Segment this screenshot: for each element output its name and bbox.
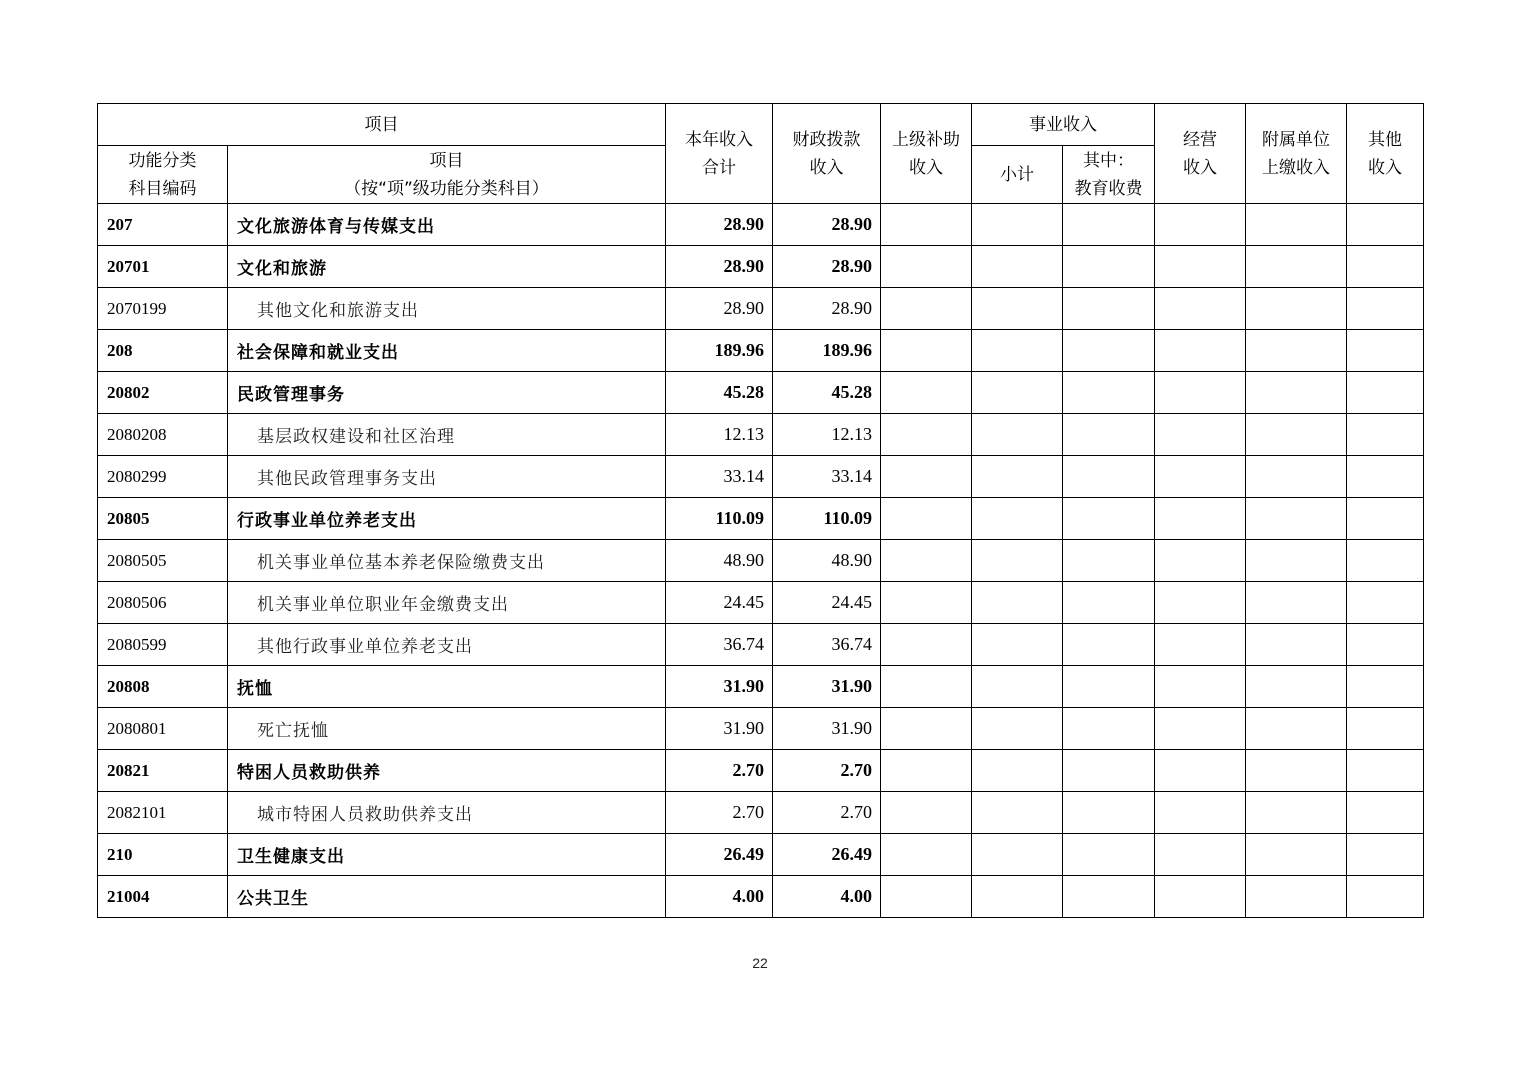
affiliate-income-cell: [1246, 792, 1347, 834]
business-subtotal-cell: [972, 876, 1063, 918]
education-fees-cell: [1063, 708, 1155, 750]
other-income-cell: [1347, 204, 1424, 246]
affiliate-income-cell: [1246, 834, 1347, 876]
operating-income-cell: [1155, 456, 1246, 498]
table-row: [98, 582, 1424, 624]
item-name-cell: 死亡抚恤: [228, 708, 666, 750]
affiliate-income-cell: [1246, 414, 1347, 456]
business-subtotal-cell: [972, 456, 1063, 498]
education-fees-cell: [1063, 834, 1155, 876]
fiscal-appropriation-cell: 26.49: [773, 834, 881, 876]
fiscal-appropriation-cell: 28.90: [773, 288, 881, 330]
function-code-cell: 20821: [98, 750, 228, 792]
education-fees-cell: [1063, 414, 1155, 456]
other-income-cell: [1347, 792, 1424, 834]
header-item-name: 项目 （按“项”级功能分类科目）: [228, 146, 666, 204]
operating-income-cell: [1155, 624, 1246, 666]
business-subtotal-cell: [972, 708, 1063, 750]
fiscal-appropriation-cell: 28.90: [773, 246, 881, 288]
table-row: [98, 498, 1424, 540]
item-name-cell: 文化旅游体育与传媒支出: [228, 204, 666, 246]
total-income-cell: 28.90: [666, 204, 773, 246]
education-fees-cell: [1063, 876, 1155, 918]
table-row: [98, 792, 1424, 834]
affiliate-income-cell: [1246, 750, 1347, 792]
affiliate-income-cell: [1246, 666, 1347, 708]
operating-income-cell: [1155, 582, 1246, 624]
affiliate-income-cell: [1246, 708, 1347, 750]
other-income-cell: [1347, 246, 1424, 288]
other-income-cell: [1347, 834, 1424, 876]
other-income-cell: [1347, 540, 1424, 582]
business-subtotal-cell: [972, 792, 1063, 834]
superior-subsidy-cell: [881, 204, 972, 246]
table-row: [98, 666, 1424, 708]
business-subtotal-cell: [972, 750, 1063, 792]
other-income-cell: [1347, 708, 1424, 750]
fiscal-appropriation-cell: 36.74: [773, 624, 881, 666]
education-fees-cell: [1063, 288, 1155, 330]
table-row: [98, 624, 1424, 666]
other-income-cell: [1347, 498, 1424, 540]
business-subtotal-cell: [972, 834, 1063, 876]
item-name-cell: 民政管理事务: [228, 372, 666, 414]
superior-subsidy-cell: [881, 288, 972, 330]
total-income-cell: 24.45: [666, 582, 773, 624]
table-row: [98, 456, 1424, 498]
superior-subsidy-cell: [881, 792, 972, 834]
other-income-cell: [1347, 288, 1424, 330]
item-name-cell: 其他文化和旅游支出: [228, 288, 666, 330]
affiliate-income-cell: [1246, 624, 1347, 666]
business-subtotal-cell: [972, 330, 1063, 372]
operating-income-cell: [1155, 414, 1246, 456]
superior-subsidy-cell: [881, 456, 972, 498]
operating-income-cell: [1155, 330, 1246, 372]
total-income-cell: 28.90: [666, 288, 773, 330]
total-income-cell: 48.90: [666, 540, 773, 582]
function-code-cell: 21004: [98, 876, 228, 918]
affiliate-income-cell: [1246, 372, 1347, 414]
affiliate-income-cell: [1246, 246, 1347, 288]
function-code-cell: 2070199: [98, 288, 228, 330]
item-name-cell: 公共卫生: [228, 876, 666, 918]
superior-subsidy-cell: [881, 708, 972, 750]
item-name-cell: 文化和旅游: [228, 246, 666, 288]
operating-income-cell: [1155, 876, 1246, 918]
superior-subsidy-cell: [881, 666, 972, 708]
table-row: [98, 246, 1424, 288]
other-income-cell: [1347, 456, 1424, 498]
total-income-cell: 110.09: [666, 498, 773, 540]
other-income-cell: [1347, 876, 1424, 918]
fiscal-appropriation-cell: 4.00: [773, 876, 881, 918]
function-code-cell: 2080506: [98, 582, 228, 624]
affiliate-income-cell: [1246, 540, 1347, 582]
header-affiliate-income: 附属单位 上缴收入: [1246, 104, 1347, 204]
fiscal-appropriation-cell: 24.45: [773, 582, 881, 624]
other-income-cell: [1347, 330, 1424, 372]
total-income-cell: 189.96: [666, 330, 773, 372]
superior-subsidy-cell: [881, 246, 972, 288]
item-name-cell: 抚恤: [228, 666, 666, 708]
item-name-cell: 卫生健康支出: [228, 834, 666, 876]
business-subtotal-cell: [972, 540, 1063, 582]
education-fees-cell: [1063, 750, 1155, 792]
superior-subsidy-cell: [881, 834, 972, 876]
total-income-cell: 12.13: [666, 414, 773, 456]
fiscal-appropriation-cell: 110.09: [773, 498, 881, 540]
education-fees-cell: [1063, 624, 1155, 666]
superior-subsidy-cell: [881, 750, 972, 792]
header-other-income: 其他 收入: [1347, 104, 1424, 204]
function-code-cell: 20701: [98, 246, 228, 288]
business-subtotal-cell: [972, 582, 1063, 624]
operating-income-cell: [1155, 372, 1246, 414]
header-total-income: 本年收入 合计: [666, 104, 773, 204]
income-budget-table: [97, 103, 1424, 918]
total-income-cell: 33.14: [666, 456, 773, 498]
operating-income-cell: [1155, 792, 1246, 834]
operating-income-cell: [1155, 750, 1246, 792]
affiliate-income-cell: [1246, 582, 1347, 624]
fiscal-appropriation-cell: 2.70: [773, 792, 881, 834]
header-business-income: 事业收入: [972, 104, 1155, 146]
superior-subsidy-cell: [881, 540, 972, 582]
header-education-fees: 其中： 教育收费: [1063, 146, 1155, 204]
affiliate-income-cell: [1246, 288, 1347, 330]
table-row: [98, 834, 1424, 876]
table-row: [98, 876, 1424, 918]
function-code-cell: 20802: [98, 372, 228, 414]
table-row: [98, 540, 1424, 582]
fiscal-appropriation-cell: 189.96: [773, 330, 881, 372]
total-income-cell: 31.90: [666, 666, 773, 708]
total-income-cell: 36.74: [666, 624, 773, 666]
function-code-cell: 20805: [98, 498, 228, 540]
other-income-cell: [1347, 414, 1424, 456]
fiscal-appropriation-cell: 28.90: [773, 204, 881, 246]
superior-subsidy-cell: [881, 876, 972, 918]
function-code-cell: 2080208: [98, 414, 228, 456]
function-code-cell: 2080801: [98, 708, 228, 750]
header-item-group: 项目: [98, 104, 666, 146]
item-name-cell: 其他民政管理事务支出: [228, 456, 666, 498]
fiscal-appropriation-cell: 31.90: [773, 708, 881, 750]
business-subtotal-cell: [972, 624, 1063, 666]
other-income-cell: [1347, 750, 1424, 792]
other-income-cell: [1347, 582, 1424, 624]
business-subtotal-cell: [972, 414, 1063, 456]
total-income-cell: 26.49: [666, 834, 773, 876]
education-fees-cell: [1063, 330, 1155, 372]
table-row: [98, 204, 1424, 246]
other-income-cell: [1347, 372, 1424, 414]
operating-income-cell: [1155, 288, 1246, 330]
function-code-cell: 20808: [98, 666, 228, 708]
fiscal-appropriation-cell: 12.13: [773, 414, 881, 456]
total-income-cell: 45.28: [666, 372, 773, 414]
table-row: [98, 708, 1424, 750]
business-subtotal-cell: [972, 288, 1063, 330]
function-code-cell: 207: [98, 204, 228, 246]
total-income-cell: 2.70: [666, 792, 773, 834]
superior-subsidy-cell: [881, 414, 972, 456]
table-row: [98, 330, 1424, 372]
operating-income-cell: [1155, 540, 1246, 582]
fiscal-appropriation-cell: 33.14: [773, 456, 881, 498]
header-superior-subsidy: 上级补助 收入: [881, 104, 972, 204]
other-income-cell: [1347, 666, 1424, 708]
operating-income-cell: [1155, 708, 1246, 750]
operating-income-cell: [1155, 498, 1246, 540]
education-fees-cell: [1063, 540, 1155, 582]
affiliate-income-cell: [1246, 204, 1347, 246]
business-subtotal-cell: [972, 372, 1063, 414]
fiscal-appropriation-cell: 48.90: [773, 540, 881, 582]
table-row: [98, 372, 1424, 414]
affiliate-income-cell: [1246, 876, 1347, 918]
item-name-cell: 基层政权建设和社区治理: [228, 414, 666, 456]
table-header: [98, 104, 1424, 204]
operating-income-cell: [1155, 204, 1246, 246]
education-fees-cell: [1063, 792, 1155, 834]
item-name-cell: 城市特困人员救助供养支出: [228, 792, 666, 834]
superior-subsidy-cell: [881, 624, 972, 666]
education-fees-cell: [1063, 246, 1155, 288]
function-code-cell: 210: [98, 834, 228, 876]
education-fees-cell: [1063, 372, 1155, 414]
superior-subsidy-cell: [881, 372, 972, 414]
table-row: [98, 750, 1424, 792]
total-income-cell: 31.90: [666, 708, 773, 750]
item-name-cell: 机关事业单位职业年金缴费支出: [228, 582, 666, 624]
fiscal-appropriation-cell: 31.90: [773, 666, 881, 708]
item-name-cell: 行政事业单位养老支出: [228, 498, 666, 540]
total-income-cell: 4.00: [666, 876, 773, 918]
item-name-cell: 社会保障和就业支出: [228, 330, 666, 372]
table-row: [98, 414, 1424, 456]
affiliate-income-cell: [1246, 456, 1347, 498]
education-fees-cell: [1063, 456, 1155, 498]
function-code-cell: 2080599: [98, 624, 228, 666]
table-row: [98, 288, 1424, 330]
education-fees-cell: [1063, 498, 1155, 540]
header-subtotal: 小计: [972, 146, 1063, 204]
fiscal-appropriation-cell: 2.70: [773, 750, 881, 792]
superior-subsidy-cell: [881, 330, 972, 372]
operating-income-cell: [1155, 834, 1246, 876]
table-body: [98, 204, 1424, 918]
affiliate-income-cell: [1246, 330, 1347, 372]
education-fees-cell: [1063, 204, 1155, 246]
function-code-cell: 2080505: [98, 540, 228, 582]
business-subtotal-cell: [972, 666, 1063, 708]
superior-subsidy-cell: [881, 582, 972, 624]
business-subtotal-cell: [972, 498, 1063, 540]
function-code-cell: 2080299: [98, 456, 228, 498]
other-income-cell: [1347, 624, 1424, 666]
page-number: 22: [752, 955, 768, 971]
item-name-cell: 其他行政事业单位养老支出: [228, 624, 666, 666]
total-income-cell: 2.70: [666, 750, 773, 792]
function-code-cell: 208: [98, 330, 228, 372]
business-subtotal-cell: [972, 204, 1063, 246]
operating-income-cell: [1155, 666, 1246, 708]
total-income-cell: 28.90: [666, 246, 773, 288]
header-function-code: 功能分类 科目编码: [98, 146, 228, 204]
business-subtotal-cell: [972, 246, 1063, 288]
superior-subsidy-cell: [881, 498, 972, 540]
education-fees-cell: [1063, 666, 1155, 708]
affiliate-income-cell: [1246, 498, 1347, 540]
function-code-cell: 2082101: [98, 792, 228, 834]
fiscal-appropriation-cell: 45.28: [773, 372, 881, 414]
header-operating-income: 经营 收入: [1155, 104, 1246, 204]
item-name-cell: 特困人员救助供养: [228, 750, 666, 792]
operating-income-cell: [1155, 246, 1246, 288]
header-fiscal-appropriation: 财政拨款 收入: [773, 104, 881, 204]
education-fees-cell: [1063, 582, 1155, 624]
item-name-cell: 机关事业单位基本养老保险缴费支出: [228, 540, 666, 582]
